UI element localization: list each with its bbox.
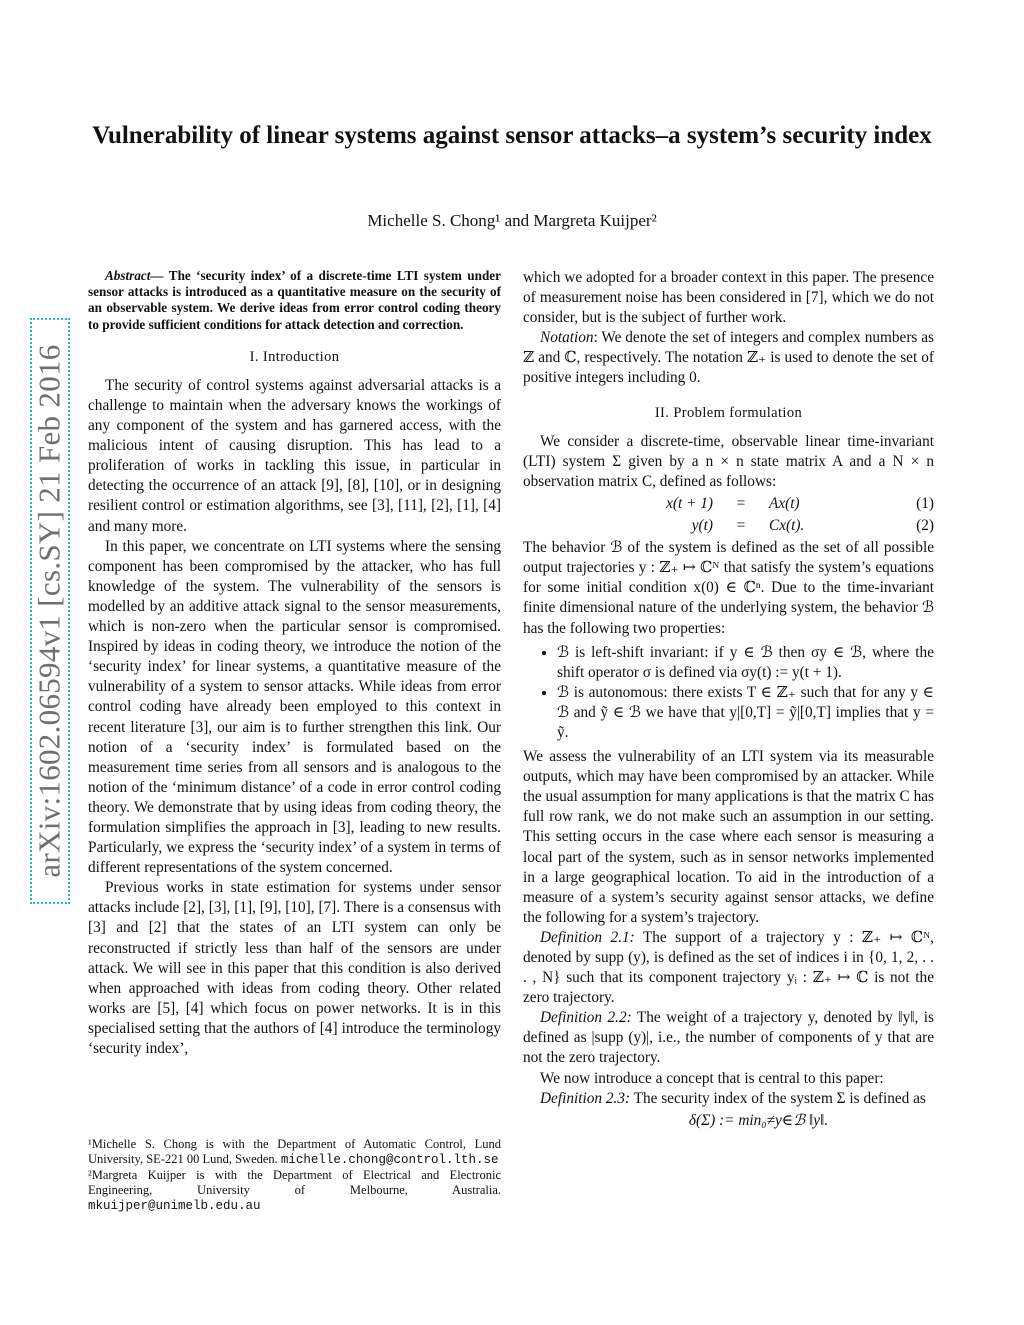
assess-paragraph: We assess the vulnerability of an LTI system via its measurable outputs, which may have been compromised by an attacker. While the usual assumption for many applications is that the matrix C has full row rank, we do not make such an assumption in our setting. This setting occurs in the case where each sensor is measuring a local part of the system, such as in sensor networks implemented in a large geographical location. To aid in the introduction of a measure of a system’s security against sensor attacks, we define the following for a system’s trajectory. (523, 748, 934, 926)
definition-2-3 (523, 1089, 934, 1109)
footnote-2-email[interactable]: mkuijper@unimelb.edu.au (88, 1199, 261, 1213)
behavior-paragraph: The behavior ℬ of the system is defined as the set of all possible output trajectories y : ℤ₊ ↦ ℂᴺ that satisfy the system’s equations for some initial condition x(0) ∈ ℂⁿ. Due to the time-invariant finite dimensional nature of the underlying system, the behavior ℬ has the following two properties: (523, 539, 934, 637)
section-heading-introduction: I. Introduction (249, 348, 340, 365)
section-heading-problem-formulation: II. Problem formulation (654, 404, 803, 421)
abstract-text: The ‘security index’ of a discrete-time LTI system under sensor attacks is introduced as a quantitative measure on the security of an observable system. We derive ideas from error control coding theory to provide sufficient conditions for attack detection and correction. (88, 268, 501, 332)
intro-paragraph-3: Previous works in state estimation for systems under sensor attacks include [2], [3], [1], [9], [10], [7]. There is a consensus with [3] and [2] that the states of an LTI system can only be reconstructed if strictly less than half of the sensors are under attack. We will see in this paper that this condition is also derived when approached with ideas from coding theory. Other related works are [5], [4] which focus on power networks. It is in this specialised setting that the authors of [4] introduce the terminology ‘security index’, (88, 879, 501, 1057)
author-line: Michelle S. Chong¹ and Margreta Kuijper² (367, 211, 657, 230)
equation-2-equals: = (736, 517, 746, 535)
equation-1-number: (1) (916, 494, 934, 512)
equation-1-lhs: x(t + 1) (666, 494, 713, 512)
equation-2-number: (2) (916, 517, 934, 535)
arxiv-stamp (30, 318, 70, 904)
definition-2-1-label: Definition 2.1: (540, 928, 635, 946)
notation-label: Notation (540, 329, 594, 347)
notation-text: : We denote the set of integers and complex numbers as ℤ and ℂ, respectively. The notation ℤ₊ is used to denote the set of positive integers including 0. (523, 329, 934, 387)
intro-paragraph-1: The security of control systems against adversarial attacks is a challenge to maintain when the adversary knows the workings of any component of the system and has garnered access, with the malicious intent of causing disruption. This has lead to a proliferation of works in tackling this issue, in particular in detecting the occurrence of an attack [9], [8], [10], or in designing resilient control or estimation algorithms, see [3], [11], [2], [1], [4] and many more. (88, 376, 501, 535)
consider-paragraph: We consider a discrete-time, observable linear time-invariant (LTI) system Σ given by a n × n state matrix A and a N × n observation matrix C, defined as follows: (523, 432, 934, 490)
arxiv-stamp-text: arXiv:1602.06594v1 [cs.SY] 21 Feb 2016 (32, 344, 68, 878)
paper-title: Vulnerability of linear systems against sensor attacks–a system’s security index (92, 122, 932, 149)
footnote-1-email[interactable]: michelle.chong@control.lth.se (280, 1153, 499, 1167)
definition-2-1 (523, 928, 934, 1008)
footnote-1 (88, 1137, 501, 1168)
abstract (88, 268, 501, 333)
footnote-2 (88, 1168, 501, 1214)
equation-1-equals: = (736, 494, 746, 512)
equation-1 (523, 494, 934, 514)
property-list (523, 643, 934, 743)
footnote-2-text: ²Margreta Kuijper is with the Department of Electrical and Electronic Engineering, University of Melbourne, Australia. (88, 1168, 501, 1197)
now-paragraph: We now introduce a concept that is central to this paper: (540, 1069, 884, 1087)
definition-2-3-label: Definition 2.3: (540, 1089, 631, 1107)
right-column (523, 268, 934, 1131)
property-left-shift: • ℬ is left-shift invariant: if y ∈ ℬ then σy ∈ ℬ, where the shift operator σ is defined via σy(t) := y(t + 1). (557, 643, 934, 683)
definition-2-1-text: The support of a trajectory y : ℤ₊ ↦ ℂᴺ, denoted by supp (y), is defined as the set of indices i in {0, 1, 2, . . . , N} such that its component trajectory yᵢ : ℤ₊ ↦ ℂ is not the zero trajectory. (523, 928, 934, 1007)
intro-paragraph-2: In this paper, we concentrate on LTI systems where the sensing component has been compromised by the attacker, who has full knowledge of the system. The vulnerability of the sensors is modelled by an additive attack signal to the sensor measurements, which is non-zero when the particular sensor is compromised. Inspired by ideas in coding theory, we introduce the notion of the ‘security index’ for linear systems, a quantitative measure of the vulnerability of a system to sensor attacks. While ideas from error control coding have already been employed to this context in recent literature [3], our aim is to further strengthen this link. Our notion of a ‘security index’ is formulated based on the measurement time series from all sensors and is analogous to the notion of the ‘minimum distance’ of a code in error control coding theory. We demonstrate that by using ideas from coding theory, the formulation simplifies the approach in [3], leading to new results. Particularly, we express the ‘security index’ of a system in terms of different representations of the system concerned. (88, 537, 501, 877)
security-index-formula: δ(Σ) := min₀≠y∈ℬ ‖y‖. (688, 1111, 829, 1129)
equation-2 (523, 516, 934, 536)
definition-2-2-text: The weight of a trajectory y, denoted by ‖y‖, is defined as |supp (y)|, i.e., the number of components of y that are not the zero trajectory. (523, 1009, 934, 1067)
property-autonomous: • ℬ is autonomous: there exists T ∈ ℤ₊ such that for any y ∈ ℬ and ỹ ∈ ℬ we have that y|[0,T] = ỹ|[0,T] implies that y = ỹ. (557, 683, 934, 743)
footnote-1-text: ¹Michelle S. Chong is with the Department of Automatic Control, Lund University, SE-221 00 Lund, Sweden. (88, 1137, 501, 1166)
continuation-paragraph: which we adopted for a broader context in this paper. The presence of measurement noise has been considered in [7], which we do not consider, but is the subject of further work. (523, 269, 934, 327)
abstract-label: Abstract— (105, 268, 164, 283)
notation-paragraph (523, 328, 934, 388)
footnotes (88, 1137, 501, 1214)
definition-2-2-label: Definition 2.2: (540, 1009, 632, 1027)
definition-2-2 (523, 1008, 934, 1068)
definition-2-3-text: The security index of the system Σ is defined as (630, 1089, 926, 1107)
left-column (88, 268, 501, 1059)
equation-1-rhs: Ax(t) (769, 494, 800, 512)
equation-2-rhs: Cx(t). (769, 517, 805, 535)
equation-2-lhs: y(t) (691, 517, 713, 535)
